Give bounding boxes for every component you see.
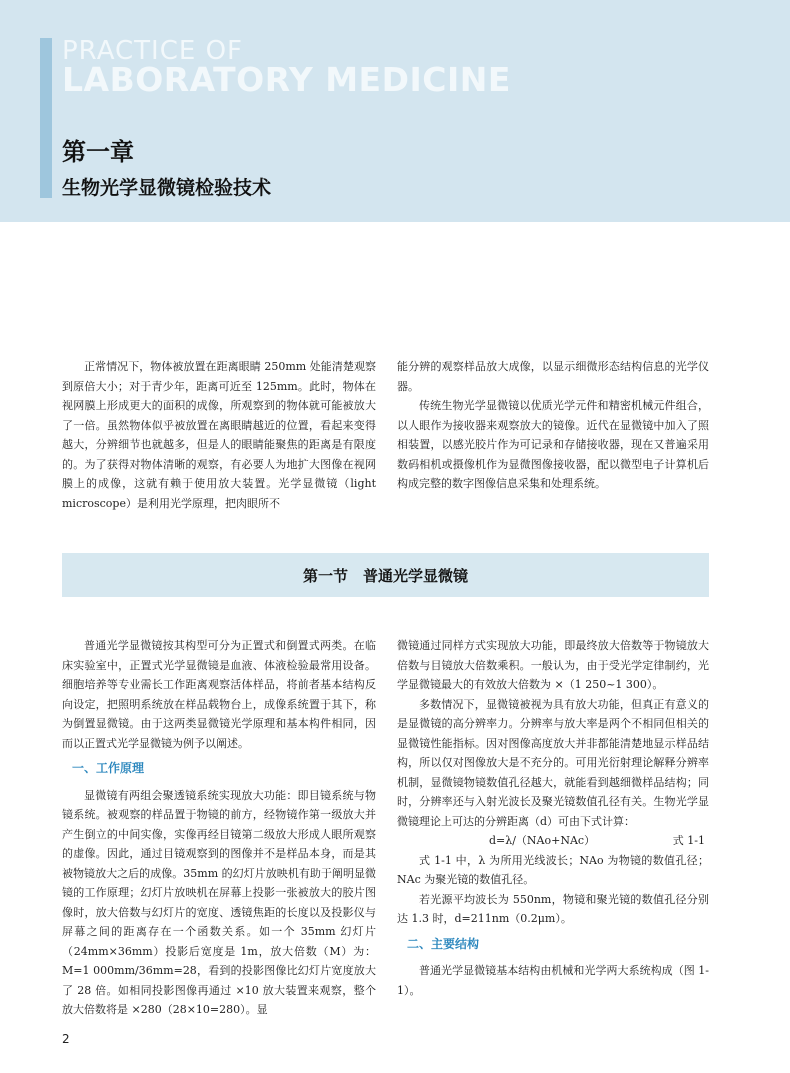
series-title-line1: PRACTICE OF <box>62 36 243 66</box>
subheading-working-principle: 一、工作原理 <box>72 761 145 775</box>
formula: d=λ/（NAo+NAc） <box>489 834 596 847</box>
chapter-number: 第一章 <box>62 138 134 166</box>
body-paragraph: 若光源平均波长为 550nm，物镜和聚光镜的数值孔径分别达 1.3 时，d=211nm（0.2μm）。 <box>397 892 709 925</box>
section-right-column <box>397 636 709 1000</box>
chapter-title: 生物光学显微镜检验技术 <box>62 177 272 199</box>
series-title-line2: LABORATORY MEDICINE <box>62 60 511 99</box>
intro-right-column <box>397 357 709 494</box>
chapter-banner <box>0 0 790 222</box>
intro-paragraph: 正常情况下，物体被放置在距离眼睛 250mm 处能清楚观察到原倍大小；对于青少年，距离可近至 125mm。此时，物体在视网膜上形成更大的面积的成像，所观察到的物体就可能被放大了一倍。虽然物体似乎被放置在离眼睛越近的位置，看起来变得越大，分辨细节也就越多，但是人的眼睛能聚焦的距离是有限度的。为了获得对物体清晰的观察，有必要人为地扩大图像在视网膜上的成像，这就有赖于使用放大装置。光学显微镜（light microscope）是利用光学原理，把肉眼所不 <box>62 360 376 510</box>
body-paragraph: 普通光学显微镜按其构型可分为正置式和倒置式两类。在临床实验室中，正置式光学显微镜是血液、体液检验最常用设备。细胞培养等专业需长工作距离观察活体样品，将前者基本结构反向设定，把照明系统放在样品载物台上，成像系统置于其下，称为倒置显微镜。由于这两类显微镜光学原理和基本构件相同，因而以正置式光学显微镜为例予以阐述。 <box>62 639 376 750</box>
formula-label: 式 1-1 <box>672 834 705 847</box>
banner-accent-bar <box>40 38 52 198</box>
section-left-column <box>62 636 376 1020</box>
body-paragraph: 显微镜有两组会聚透镜系统实现放大功能：即目镜系统与物镜系统。被观察的样品置于物镜的前方，经物镜作第一级放大并产生倒立的中间实像，实像再经目镜第二级放大形成人眼所观察的虚像。因此，通过目镜观察到的图像并不是样品本身，而是其被物镜放大之后的成像。35mm 的幻灯片放映机有助于阐明显微镜的工作原理；幻灯片放映机在屏幕上投影一张被放大的胶片图像时，放大倍数与幻灯片的宽度、透镜焦距的长度以及投影仪与屏幕之间的距离存在一个函数关系。如一个 35mm 幻灯片（24mm×36mm）投影后宽度是 1m，放大倍数（M）为：M=1 000mm/36mm=28，看到的投影图像比幻灯片宽度放大了 28 倍。如相同投影图像再通过 ×10 放大装置来观察，整个放大倍数将是 ×280（28×10=280）。显 <box>62 788 376 1016</box>
body-paragraph: 式 1-1 中，λ 为所用光线波长；NAo 为物镜的数值孔径；NAc 为聚光镜的数值孔径。 <box>397 853 709 886</box>
body-paragraph: 微镜通过同样方式实现放大功能，即最终放大倍数等于物镜放大倍数与目镜放大倍数乘积。一般认为，由于受光学定律制约，光学显微镜最大的有效放大倍数为 ×（1 250~1 300）。 <box>397 639 709 691</box>
body-paragraph: 普通光学显微镜基本结构由机械和光学两大系统构成（图 1-1）。 <box>397 964 709 997</box>
subheading-main-structure: 二、主要结构 <box>407 936 480 951</box>
page-number: 2 <box>62 1032 70 1046</box>
intro-paragraph: 传统生物光学显微镜以优质光学元件和精密机械元件组合，以人眼作为接收器来观察放大的镜像。近代在显微镜中加入了照相装置，以感光胶片作为可记录和存储接收器，现在又普遍采用数码相机或摄像机作为显微图像接收器，配以微型电子计算机后构成完整的数字图像信息采集和处理系统。 <box>397 399 709 490</box>
intro-paragraph: 能分辨的观察样品放大成像，以显示细微形态结构信息的光学仪器。 <box>397 360 709 393</box>
section-title-banner <box>62 553 709 597</box>
section-title: 第一节 普通光学显微镜 <box>302 566 468 585</box>
body-paragraph: 多数情况下，显微镜被视为具有放大功能，但真正有意义的是显微镜的高分辨率力。分辨率与放大率是两个不相同但相关的显微镜性能指标。因对图像高度放大并非都能清楚地显示样品结构，所以仅对图像放大是不充分的。可用光衍射理论解释分辨率机制，显微镜物镜数值孔径越大，就能看到越细微样品结构；同时，分辨率还与入射光波长及聚光镜数值孔径有关。生物光学显微镜理论上可达的分辨距离（d）可由下式计算： <box>397 697 709 828</box>
intro-left-column <box>62 357 376 513</box>
formula-row <box>397 831 709 851</box>
